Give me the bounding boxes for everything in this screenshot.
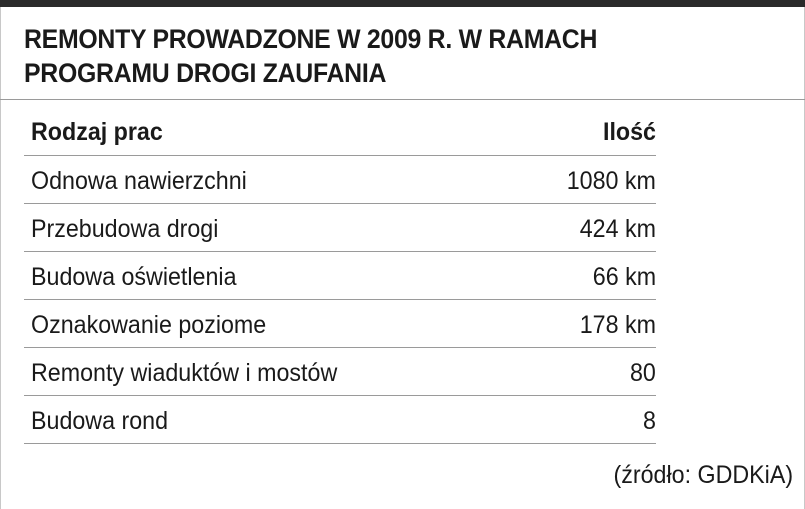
title-line-1: REMONTY PROWADZONE W 2009 R. W RAMACH (24, 24, 598, 54)
row-quantity-cell: 424 km (579, 215, 656, 243)
row-type-cell: Oznakowanie poziome (31, 311, 267, 339)
table-row (24, 252, 656, 300)
table-row (24, 300, 656, 348)
column-header-type: Rodzaj prac (31, 118, 163, 146)
row-quantity-cell: 80 (630, 359, 656, 387)
row-quantity-cell: 178 km (579, 311, 656, 339)
works-table (24, 108, 656, 444)
table-row (24, 204, 656, 252)
row-quantity-cell: 66 km (592, 263, 656, 291)
title-line-2: PROGRAMU DROGI ZAUFANIA (24, 58, 387, 88)
table-header-row (24, 108, 656, 156)
row-quantity-cell: 1080 km (566, 167, 656, 195)
row-type-cell: Przebudowa drogi (31, 215, 219, 243)
row-type-cell: Budowa oświetlenia (31, 263, 237, 291)
top-bar (0, 0, 805, 7)
row-type-cell: Budowa rond (31, 407, 169, 435)
table-row (24, 156, 656, 204)
table-row (24, 396, 656, 444)
infobox-title (24, 22, 723, 90)
column-header-quantity: Ilość (603, 118, 656, 146)
table-row (24, 348, 656, 396)
row-type-cell: Remonty wiaduktów i mostów (31, 359, 338, 387)
row-type-cell: Odnowa nawierzchni (31, 167, 247, 195)
title-divider (0, 99, 805, 100)
row-quantity-cell: 8 (643, 407, 656, 435)
source-note: (źródło: GDDKiA) (613, 461, 793, 489)
